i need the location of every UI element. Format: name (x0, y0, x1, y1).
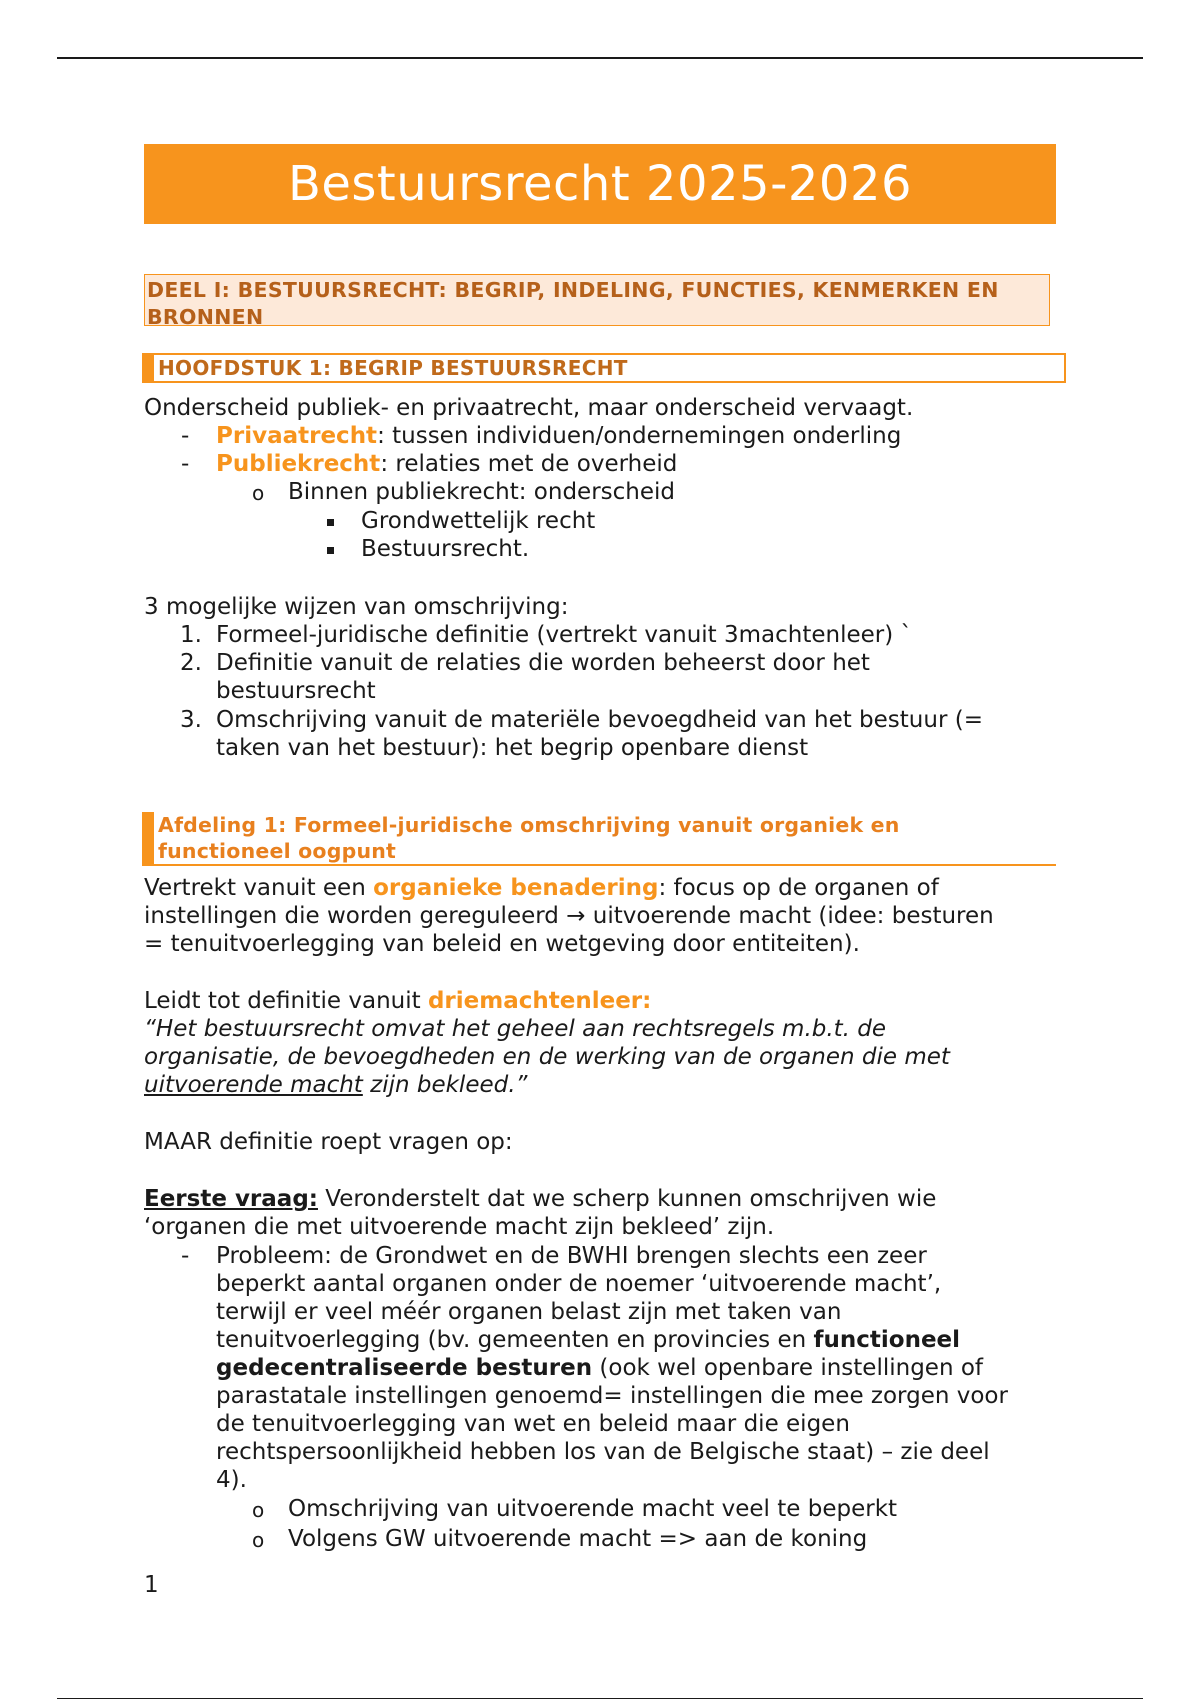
footer-rule (57, 1698, 1143, 1699)
list-item: Bestuursrecht. (361, 536, 530, 562)
hoofdstuk-text: HOOFDSTUK 1: BEGRIP BESTUURSRECHT (158, 356, 628, 380)
deel-heading (144, 274, 1050, 329)
quote-line: organisatie, de bevoegdheden en de werking van de organen die met (144, 1044, 950, 1070)
circle-bullet: o (252, 1528, 265, 1552)
afdeling-heading-line: functioneel oogpunt (158, 839, 397, 863)
text-run: Leidt tot definitie vanuit (144, 988, 428, 1014)
dash-bullet: - (181, 1243, 190, 1269)
square-bullet-icon (327, 519, 334, 526)
afdeling-heading (142, 812, 1056, 866)
paragraph-line: = tenuitvoerlegging van beleid en wetgeving door entiteiten). (144, 931, 860, 957)
paragraph-line: MAAR definitie roept vragen op: (144, 1129, 513, 1155)
square-bullet-icon (327, 547, 334, 554)
quote-line: “Het bestuursrecht omvat het geheel aan rechtsregels m.b.t. de (144, 1016, 887, 1042)
dash-bullet: - (181, 451, 190, 477)
paragraph-line (144, 987, 651, 1015)
list-item: Grondwettelijk recht (361, 508, 596, 534)
list-item (216, 422, 901, 450)
list-item: rechtspersoonlijkheid hebben los van de Belgische staat) – zie deel (216, 1439, 990, 1465)
text-run: zijn bekleed.” (362, 1072, 528, 1098)
text-run: Vertrekt vanuit een (144, 875, 374, 901)
title-text: Bestuursrecht 2025-2026 (287, 156, 913, 212)
list-item: Formeel-juridische definitie (vertrekt vanuit 3machtenleer) ` (216, 622, 913, 648)
list-item: parastatale instellingen genoemd= instellingen die mee zorgen voor (216, 1383, 1008, 1409)
list-item-text: : relaties met de overheid (380, 451, 678, 477)
list-item: beperkt aantal organen onder de noemer ‘uitvoerende macht’, (216, 1271, 942, 1297)
dash-bullet: - (181, 423, 190, 449)
paragraph-line (144, 874, 939, 902)
list-item (216, 450, 677, 478)
bold-term: gedecentraliseerde besturen (216, 1355, 593, 1381)
quote-underlined: uitvoerende macht (144, 1072, 363, 1098)
list-number: 2. (180, 650, 202, 676)
text-run: (ook wel openbare instellingen of (592, 1355, 984, 1381)
text-run: Veronderstelt dat we scherp kunnen omschrijven wie (317, 1186, 937, 1212)
afdeling-heading-line: Afdeling 1: Formeel-juridische omschrijving vanuit organiek en (158, 813, 900, 837)
list-item: Omschrijving vanuit de materiële bevoegdheid van het bestuur (= (216, 707, 983, 733)
term-publiekrecht: Publiekrecht (216, 451, 381, 477)
list-item: Probleem: de Grondwet en de BWHI brengen slechts een zeer (216, 1243, 927, 1269)
list-number: 3. (180, 707, 202, 733)
list-item (216, 1354, 983, 1382)
term-organieke-benadering: organieke benadering (373, 875, 659, 901)
list-item: Definitie vanuit de relaties die worden beheerst door het (216, 650, 870, 676)
document-title (144, 144, 1056, 224)
intro-paragraph: Onderscheid publiek- en privaatrecht, maar onderscheid vervaagt. (144, 395, 914, 421)
list-item: de tenuitvoerlegging van wet en beleid maar die eigen (216, 1411, 850, 1437)
paragraph-line: instellingen die worden gereguleerd → uitvoerende macht (idee: besturen (144, 903, 994, 929)
header-rule (57, 57, 1143, 59)
circle-bullet: o (252, 1498, 265, 1522)
list-item: Volgens GW uitvoerende macht => aan de koning (288, 1526, 868, 1552)
wijzen-intro: 3 mogelijke wijzen van omschrijving: (144, 594, 569, 620)
list-number: 1. (180, 622, 202, 648)
paragraph-line (144, 1185, 936, 1213)
list-item-text: : tussen individuen/ondernemingen onderling (377, 423, 902, 449)
deel-heading-line: BRONNEN (147, 305, 264, 329)
eerste-vraag-label: Eerste vraag: (144, 1186, 318, 1212)
term-privaatrecht: Privaatrecht (216, 423, 378, 449)
list-item (216, 1326, 960, 1354)
text-run: tenuitvoerlegging (bv. gemeenten en provincies en (216, 1327, 814, 1353)
page-number: 1 (144, 1572, 159, 1598)
term-driemachtenleer: driemachtenleer: (427, 988, 652, 1014)
list-item: terwijl er veel méér organen belast zijn met taken van (216, 1299, 842, 1325)
list-item: Omschrijving van uitvoerende macht veel te beperkt (288, 1496, 898, 1522)
circle-bullet: o (252, 481, 265, 505)
bold-term: functioneel (813, 1327, 961, 1353)
list-item: Binnen publiekrecht: onderscheid (288, 479, 675, 505)
quote-line (144, 1071, 527, 1099)
list-item: bestuursrecht (216, 678, 376, 704)
deel-heading-line: DEEL I: BESTUURSRECHT: BEGRIP, INDELING, FUNCTIES, KENMERKEN EN (147, 278, 999, 302)
list-item: taken van het bestuur): het begrip openbare dienst (216, 735, 809, 761)
hoofdstuk-heading (142, 353, 1066, 383)
list-item: 4). (216, 1467, 247, 1493)
paragraph-line: ‘organen die met uitvoerende macht zijn bekleed’ zijn. (144, 1214, 775, 1240)
text-run: : focus op de organen of (658, 875, 939, 901)
